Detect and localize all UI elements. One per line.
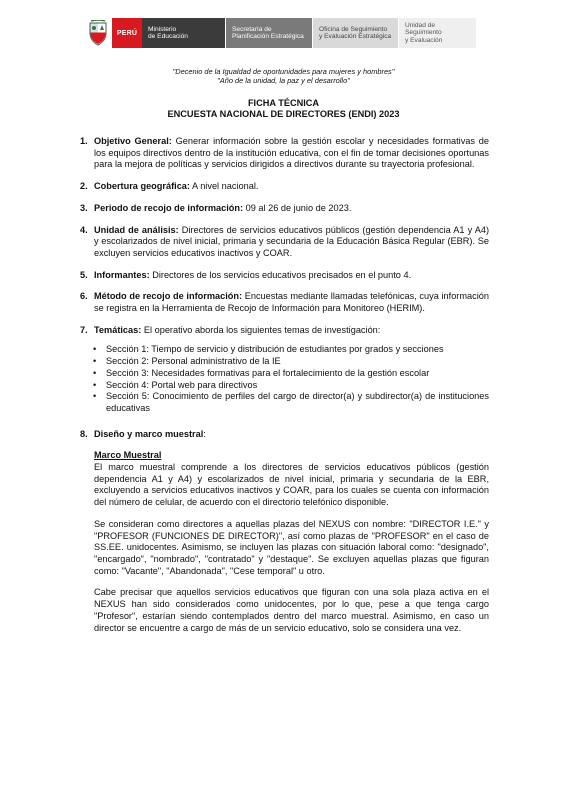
bullet-dot-icon: • <box>93 391 97 402</box>
numbered-list <box>80 136 489 336</box>
item-7 <box>80 325 489 337</box>
item-text: Encuestas mediante llamadas telefónicas, cuya información se registra en la Herramienta de Recojo de Información para Monitoreo (HERIM). <box>94 291 489 314</box>
item-text: A nivel nacional. <box>189 181 259 192</box>
bullet-dot-icon: • <box>93 356 97 367</box>
item-label: Periodo de recojo de información: <box>94 202 244 213</box>
item-label: Método de recojo de información: <box>94 291 243 302</box>
title-line-2: ENCUESTA NACIONAL DE DIRECTORES (ENDI) 2023 <box>167 109 400 119</box>
bullet-text: Sección 5: Conocimiento de perfiles del cargo de director(a) y subdirector(a) de instituciones educativas <box>106 391 489 413</box>
item-text: Directores de servicios educativos públicos (gestión dependencia A1 y A4) y escolarizados de nivel inicial, primaria y secundaria de la Educación Básica Regular (EBR). Se excluyen servicios educativos inactivos y COAR. <box>94 224 489 258</box>
ministerio-block <box>142 18 225 48</box>
bullet-item <box>80 368 489 380</box>
decenio-text <box>0 68 567 85</box>
bullet-dot-icon: • <box>93 367 97 378</box>
item-number: 4. <box>80 224 88 235</box>
item-number: 1. <box>80 136 88 146</box>
bullet-list <box>80 344 489 414</box>
ministerio-line-2: de Educación <box>148 33 188 40</box>
bullet-item <box>80 380 489 392</box>
item-text: Directores de los servicios educativos precisados en el punto 4. <box>149 269 412 280</box>
bullet-item <box>80 356 489 368</box>
oficina-block <box>312 18 398 48</box>
item-6 <box>80 291 489 314</box>
peru-coat-of-arms-icon <box>86 18 110 48</box>
item-label: Informantes: <box>94 269 150 280</box>
marco-muestral-section <box>80 450 489 634</box>
item-body <box>94 429 489 441</box>
unidad-line-2: y Evaluación <box>405 36 443 44</box>
oficina-line-1: Oficina de Seguimiento <box>319 25 388 33</box>
bullet-text: Sección 1: Tiempo de servicio y distribución de estudiantes por grados y secciones <box>106 344 444 355</box>
item-body <box>94 136 489 171</box>
item-label: Objetivo General: <box>94 136 172 146</box>
item-number: 5. <box>80 269 88 280</box>
bullet-dot-icon: • <box>93 344 97 355</box>
unidad-block <box>398 18 476 48</box>
item-1 <box>80 136 489 171</box>
item-body <box>94 203 489 215</box>
peru-label: PERÚ <box>112 18 142 48</box>
bullet-text: Sección 4: Portal web para directivos <box>106 379 258 390</box>
item-body <box>94 181 489 193</box>
marco-paragraph-2: Se consideran como directores a aquellas plazas del NEXUS con nombre: "DIRECTOR I.E." y "PROFESOR (FUNCIONES DE DIRECTOR)", así como plazas de "PROFESOR" en el caso de SS.EE. unidocentes. Asimismo, se incluyen las plazas con situación laboral como: "designado", "encargado", "nombrado", "contratado" y "destaque". Se excluyen aquellas plazas que figuran como: "Vacante", "Abandonada", "Cese temporal" u otro. <box>94 518 489 576</box>
oficina-line-2: y Evaluación Estratégica <box>319 33 392 40</box>
bullet-item <box>80 344 489 356</box>
item-label: Diseño y marco muestral <box>94 428 204 439</box>
secretaria-line-1: Secretaría de <box>232 25 272 33</box>
item-number: 7. <box>80 324 88 335</box>
marco-paragraph-1: El marco muestral comprende a los directores de servicios educativos públicos (gestión dependencia A1 y A4) y escolarizados de nivel inicial, primaria y secundaria de la EBR, excluyendo a servicios educativos inactivos y COAR, para los cuales se cuenta con información del número de celular, de acuerdo con el directorio telefónico disponible. <box>94 462 489 508</box>
item-body <box>94 225 489 260</box>
bullet-text: Sección 3: Necesidades formativas para el fortalecimiento de la gestión escolar <box>106 367 430 378</box>
document-body <box>80 136 489 644</box>
item-label: Temáticas: <box>94 324 142 335</box>
institutional-header <box>86 18 476 48</box>
item-text: Generar información sobre la gestión escolar y necesidades formativas de los equipos directivos dentro de la institución educativa, con el fin de tomar decisiones oportunas para la mejora de políticas y servicios dirigidos a directivos durante su trayectoria profesional. <box>94 136 489 170</box>
document-title <box>0 98 567 120</box>
ministerio-line-1: Ministerio <box>148 25 177 33</box>
bullet-dot-icon: • <box>93 379 97 390</box>
item-body <box>94 291 489 314</box>
secretaria-block <box>225 18 312 48</box>
unidad-line-1: Unidad de Seguimiento <box>405 21 442 37</box>
item-number: 2. <box>80 181 88 192</box>
item-8 <box>80 429 489 441</box>
item-text: 09 al 26 de junio de 2023. <box>243 202 352 213</box>
item-number: 8. <box>80 428 88 439</box>
bullet-item <box>80 391 489 414</box>
item-label: Cobertura geográfica: <box>94 181 190 192</box>
marco-paragraph-3: Cabe precisar que aquellos servicios educativos que figuran con una sola plaza activa en el NEXUS han sido considerados como unidocentes, por lo que, pese a que tenga cargo "Profesor", estarían siendo contemplados dentro del marco muestral. Asimismo, en caso un director se encuentre a cargo de más de un servicio educativo, solo se considera una vez. <box>94 587 489 633</box>
item-4 <box>80 225 489 260</box>
decenio-line-1: "Decenio de la Igualdad de oportunidades para mujeres y hombres" <box>172 67 395 76</box>
decenio-line-2: "Año de la unidad, la paz y el desarrollo" <box>217 75 350 85</box>
item-body <box>94 270 489 282</box>
item-2 <box>80 181 489 193</box>
item-3 <box>80 203 489 215</box>
marco-subtitle: Marco Muestral <box>94 450 162 461</box>
bullet-text: Sección 2: Personal administrativo de la IE <box>106 356 281 367</box>
item-body <box>94 325 489 337</box>
secretaria-line-2: Planificación Estratégica <box>232 33 304 40</box>
item-5 <box>80 270 489 282</box>
item-text: El operativo aborda los siguientes temas de investigación: <box>141 324 381 335</box>
title-line-1: FICHA TÉCNICA <box>247 98 320 108</box>
item-number: 6. <box>80 291 88 302</box>
item-label: Unidad de análisis: <box>94 224 179 235</box>
item-text: : <box>203 428 206 439</box>
item-number: 3. <box>80 202 88 213</box>
